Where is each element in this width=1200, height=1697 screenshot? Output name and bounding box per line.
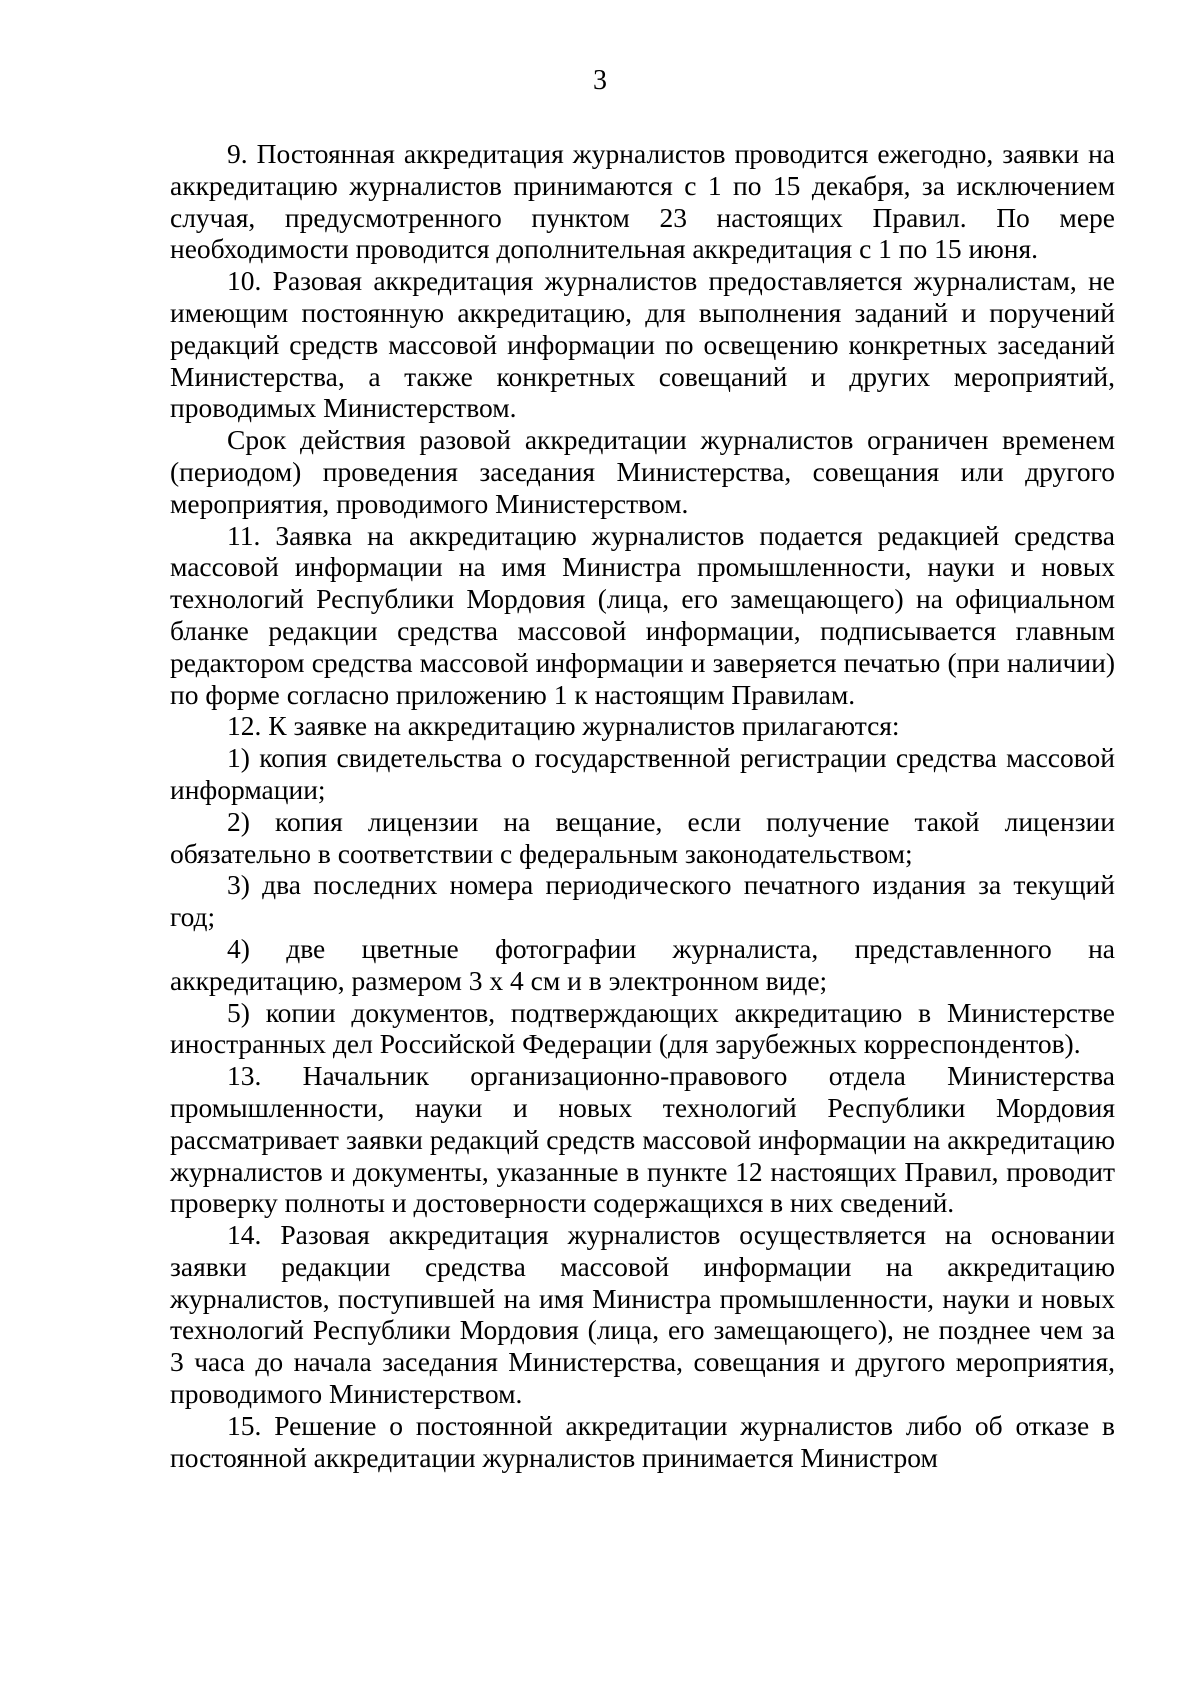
paragraph-10: 10. Разовая аккредитация журналистов предоставляется журналистам, не имеющим постоянную аккредитацию, для выполнения заданий и поручений редакций средств массовой информации по освещению конкретных заседаний Министерства, а также конкретных совещаний и других мероприятий, проводимых Министерством. — [170, 265, 1115, 424]
paragraph-14: 14. Разовая аккредитация журналистов осуществляется на основании заявки редакции средства массовой информации на аккредитацию журналистов, поступившей на имя Министра промышленности, науки и новых технологий Республики Мордовия (лица, его замещающего), не позднее чем за 3 часа до начала заседания Министерства, совещания и другого мероприятия, проводимого Министерством. — [170, 1219, 1115, 1410]
paragraph-12: 12. К заявке на аккредитацию журналистов прилагаются: — [227, 710, 900, 742]
paragraph-11: 11. Заявка на аккредитацию журналистов подается редакцией средства массовой информации на имя Министра промышленности, науки и новых технологий Республики Мордовия (лица, его замещающего) на официальном бланке редакции средства массовой информации, подписывается главным редактором средства массовой информации и заверяется печатью (при наличии) по форме согласно приложению 1 к настоящим Правилам. — [170, 519, 1115, 710]
list-item-4: 4) две цветные фотографии журналиста, представленного на аккредитацию, размером 3 х 4 см и в электронном виде; — [170, 932, 1115, 996]
paragraph-9: 9. Постоянная аккредитация журналистов проводится ежегодно, заявки на аккредитацию журналистов принимаются с 1 по 15 декабря, за исключением случая, предусмотренного пунктом 23 настоящих Правил. По мере необходимости проводится дополнительная аккредитация с 1 по 15 июня. — [170, 138, 1115, 265]
page-number: 3 — [593, 65, 607, 96]
list-item-2: 2) копия лицензии на вещание, если получение такой лицензии обязательно в соответствии с федеральным законодательством; — [170, 805, 1115, 869]
list-item-3: 3) два последних номера периодического печатного издания за текущий год; — [170, 869, 1115, 933]
list-item-5: 5) копии документов, подтверждающих аккредитацию в Министерстве иностранных дел Российской Федерации (для зарубежных корреспондентов). — [170, 996, 1115, 1060]
paragraph-13: 13. Начальник организационно-правового отдела Министерства промышленности, науки и новых технологий Республики Мордовия рассматривает заявки редакций средств массовой информации на аккредитацию журналистов и документы, указанные в пункте 12 настоящих Правил, проводит проверку полноты и достоверности содержащихся в них сведений. — [170, 1060, 1115, 1219]
paragraph-10-term: Срок действия разовой аккредитации журналистов ограничен временем (периодом) проведения заседания Министерства, совещания или другого мероприятия, проводимого Министерством. — [170, 424, 1115, 519]
document-body — [170, 138, 1115, 1473]
list-item-1: 1) копия свидетельства о государственной регистрации средства массовой информации; — [170, 742, 1115, 805]
paragraph-15: 15. Решение о постоянной аккредитации журналистов либо об отказе в постоянной аккредитации журналистов принимается Министром — [170, 1409, 1115, 1473]
